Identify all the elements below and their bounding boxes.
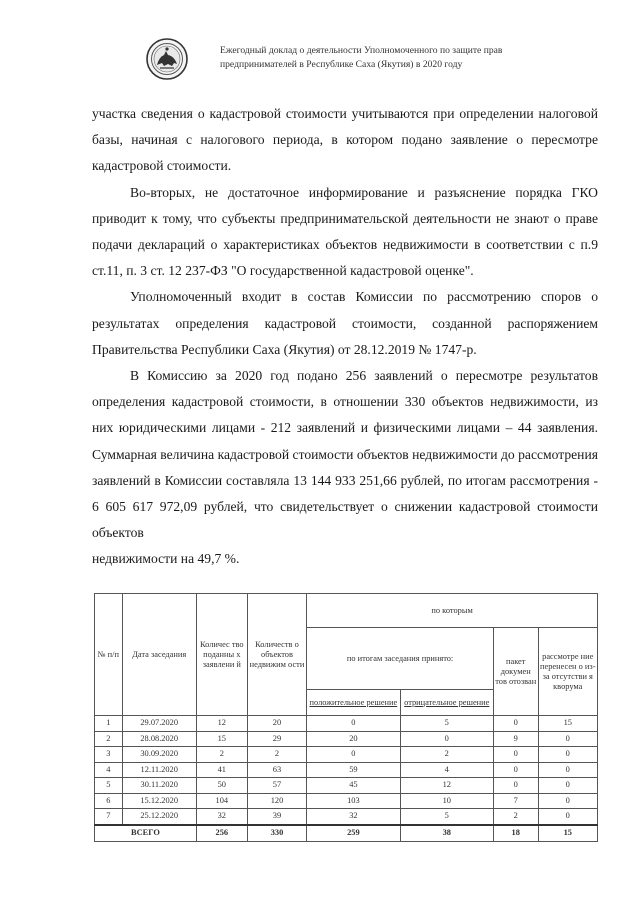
cell-date: 30.11.2020 — [122, 778, 196, 794]
cell-apps: 104 — [196, 793, 247, 809]
header-count-apps: Количес тво поданны х заявлени й — [196, 594, 247, 716]
cell-positive: 0 — [307, 747, 400, 763]
cell-withdrawn: 0 — [493, 762, 538, 778]
table-row — [95, 793, 598, 809]
cell-objects: 2 — [247, 747, 306, 763]
header-line-2: предпринимателей в Республике Саха (Якутия) в 2020 году — [220, 59, 463, 70]
header-decision-taken: по итогам заседания принято: — [307, 628, 494, 690]
yakutia-emblem-icon — [146, 38, 188, 80]
total-negative: 38 — [400, 825, 493, 842]
cell-positive: 20 — [307, 731, 400, 747]
header-negative: отрицательное решение — [400, 690, 493, 716]
cell-apps: 2 — [196, 747, 247, 763]
cell-objects: 20 — [247, 716, 306, 732]
header-of-which: по которым — [307, 594, 598, 628]
table-row — [95, 747, 598, 763]
table-row — [95, 716, 598, 732]
table-row — [95, 778, 598, 794]
cell-objects: 63 — [247, 762, 306, 778]
cell-objects: 39 — [247, 809, 306, 825]
cell-objects: 29 — [247, 731, 306, 747]
cell-postponed: 15 — [538, 716, 598, 732]
cell-num: 2 — [95, 731, 123, 747]
cell-postponed: 0 — [538, 747, 598, 763]
cell-num: 3 — [95, 747, 123, 763]
cell-positive: 0 — [307, 716, 400, 732]
header-num: № п/п — [95, 594, 123, 716]
cell-num: 1 — [95, 716, 123, 732]
cell-postponed: 0 — [538, 809, 598, 825]
paragraph-3: Уполномоченный входит в состав Комиссии по рассмотрению споров о результатах определения кадастровой стоимости, созданной распоряжением Правительства Республики Саха (Якутия) от 28.12.2019 № 1747-р. — [92, 289, 598, 357]
header-line-1: Ежегодный доклад о деятельности Уполномоченного по защите прав — [220, 45, 503, 56]
cell-apps: 41 — [196, 762, 247, 778]
cell-apps: 32 — [196, 809, 247, 825]
cell-positive: 103 — [307, 793, 400, 809]
cell-withdrawn: 9 — [493, 731, 538, 747]
cell-objects: 120 — [247, 793, 306, 809]
commission-results-table — [94, 593, 598, 842]
table-total-row — [95, 825, 598, 842]
table-row — [95, 731, 598, 747]
cell-negative: 4 — [400, 762, 493, 778]
cell-date: 30.09.2020 — [122, 747, 196, 763]
cell-positive: 32 — [307, 809, 400, 825]
cell-apps: 50 — [196, 778, 247, 794]
cell-num: 7 — [95, 809, 123, 825]
cell-negative: 5 — [400, 716, 493, 732]
cell-postponed: 0 — [538, 778, 598, 794]
header-positive: положительное решение — [307, 690, 400, 716]
paragraph-1: участка сведения о кадастровой стоимости учитываются при определении налоговой базы, начиная с налогового периода, в котором подано заявление о пересмотре кадастровой стоимости. — [92, 106, 598, 174]
cell-postponed: 0 — [538, 793, 598, 809]
cell-positive: 45 — [307, 778, 400, 794]
cell-apps: 15 — [196, 731, 247, 747]
cell-negative: 5 — [400, 809, 493, 825]
total-positive: 259 — [307, 825, 400, 842]
header-date: Дата заседания — [122, 594, 196, 716]
cell-date: 12.11.2020 — [122, 762, 196, 778]
total-withdrawn: 18 — [493, 825, 538, 842]
cell-num: 6 — [95, 793, 123, 809]
header-postponed: рассмотре ние перенесен о из-за отсутстви я кворума — [538, 628, 598, 716]
cell-date: 28.08.2020 — [122, 731, 196, 747]
paragraph-2: Во-вторых, не достаточное информирование и разъяснение порядка ГКО приводит к тому, что субъекты предпринимательской деятельности не знают о праве подачи деклараций о характеристиках объектов недвижимости в соответствии с п.9 ст.11, п. 3 ст. 12 237-ФЗ "О государственной кадастровой оценке". — [92, 184, 598, 279]
total-objects: 330 — [247, 825, 306, 842]
cell-withdrawn: 0 — [493, 747, 538, 763]
cell-withdrawn: 0 — [493, 778, 538, 794]
cell-positive: 59 — [307, 762, 400, 778]
paragraph-4-end: недвижимости на 49,7 %. — [92, 551, 240, 567]
cell-date: 25.12.2020 — [122, 809, 196, 825]
cell-negative: 0 — [400, 731, 493, 747]
cell-withdrawn: 0 — [493, 716, 538, 732]
cell-postponed: 0 — [538, 731, 598, 747]
main-text — [92, 101, 598, 573]
page-header — [146, 38, 566, 78]
cell-num: 5 — [95, 778, 123, 794]
cell-negative: 12 — [400, 778, 493, 794]
table-row — [95, 762, 598, 778]
cell-date: 15.12.2020 — [122, 793, 196, 809]
cell-negative: 10 — [400, 793, 493, 809]
cell-objects: 57 — [247, 778, 306, 794]
paragraph-4: В Комиссию за 2020 год подано 256 заявлений о пересмотре результатов определения кадастровой стоимости, в отношении 330 объектов недвижимости, из них юридическими лицами - 212 заявлений и физическими лицами – 44 заявления. Суммарная величина кадастровой стоимости объектов недвижимости до рассмотрения заявлений в Комиссии составляла 13 144 933 251,66 рублей, по итогам рассмотрения - 6 605 617 972,09 рублей, что свидетельствует о снижении кадастровой стоимости объектов — [92, 368, 598, 541]
cell-withdrawn: 2 — [493, 809, 538, 825]
table-row — [95, 809, 598, 825]
cell-withdrawn: 7 — [493, 793, 538, 809]
total-apps: 256 — [196, 825, 247, 842]
cell-apps: 12 — [196, 716, 247, 732]
cell-num: 4 — [95, 762, 123, 778]
cell-date: 29.07.2020 — [122, 716, 196, 732]
total-label: ВСЕГО — [95, 825, 197, 842]
cell-negative: 2 — [400, 747, 493, 763]
cell-postponed: 0 — [538, 762, 598, 778]
header-count-objects: Количеств о объектов недвижим ости — [247, 594, 306, 716]
header-caption — [220, 44, 502, 72]
total-postponed: 15 — [538, 825, 598, 842]
header-withdrawn: пакет докумен тов отозван — [493, 628, 538, 716]
